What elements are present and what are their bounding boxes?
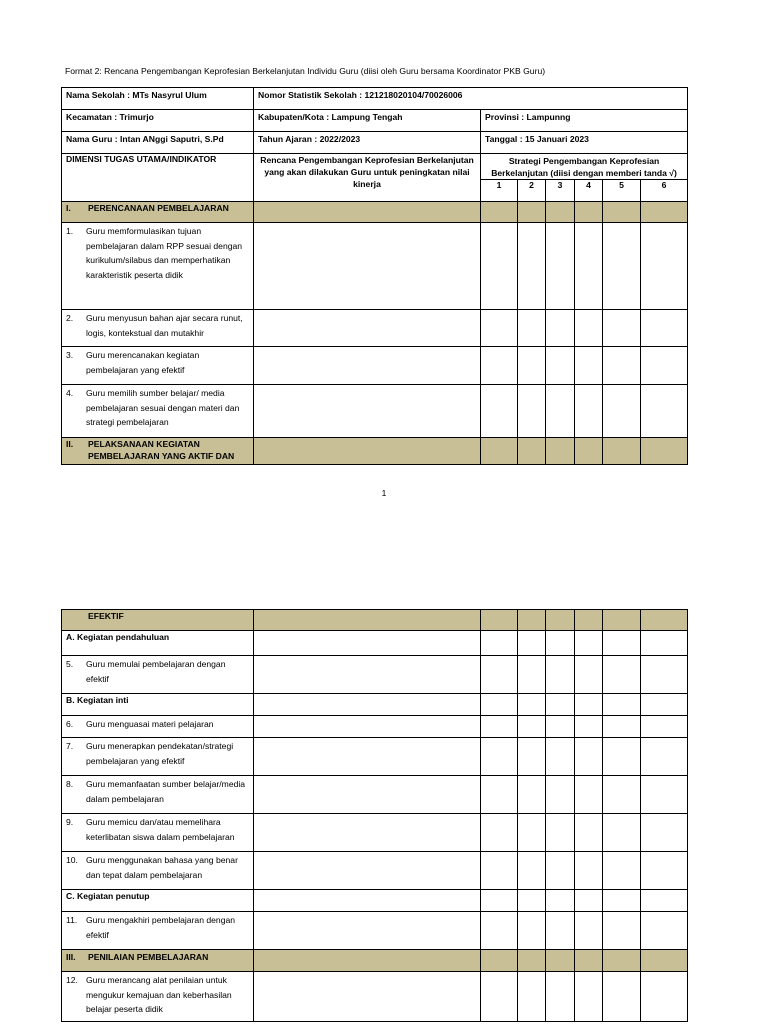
table-row: [62, 385, 688, 438]
section-heading: III. PENILAIAN PEMBELAJARAN: [62, 950, 254, 972]
indicator-cell: 9. Guru memicu dan/atau memelihara keterlibatan siswa dalam pembelajaran: [62, 814, 254, 852]
section-row: [62, 438, 688, 465]
table-row: [62, 852, 688, 890]
school-statistic-number: Nomor Statistik Sekolah : 121218020104/70026006: [254, 88, 688, 110]
subsection-row: [62, 631, 688, 656]
form-title: Format 2: Rencana Pengembangan Keprofesian Berkelanjutan Individu Guru (diisi oleh Guru bersama Koordinator PKB Guru): [65, 66, 546, 76]
table-row: [62, 972, 688, 1022]
subsection-heading: A. Kegiatan pendahuluan: [62, 631, 254, 656]
table-row: [62, 310, 688, 347]
province: Provinsi : Lampunng: [481, 110, 688, 132]
school-name: Nama Sekolah : MTs Nasyrul Ulum: [62, 88, 254, 110]
table-row: [62, 814, 688, 852]
section-row: [62, 950, 688, 972]
header-strategy: Strategi Pengembangan Keprofesian Berkelanjutan (diisi dengan memberi tanda √): [481, 154, 688, 180]
section-row: [62, 202, 688, 223]
subsection-heading: C. Kegiatan penutup: [62, 890, 254, 912]
header-col-5: 5: [603, 180, 641, 202]
pkb-form-table-page-1: [61, 87, 688, 465]
indicator-cell: 2. Guru menyusun bahan ajar secara runut, logis, kontekstual dan mutakhir: [62, 310, 254, 347]
section-heading: II. PELAKSANAAN KEGIATAN PEMBELAJARAN YANG AKTIF DAN: [62, 438, 254, 465]
section-heading: EFEKTIF: [62, 610, 254, 631]
pkb-form-table-page-2: [61, 609, 688, 1022]
indicator-cell: 4. Guru memilih sumber belajar/ media pembelajaran sesuai dengan materi dan strategi pembelajaran: [62, 385, 254, 438]
table-row: [62, 223, 688, 310]
header-col-2: 2: [518, 180, 546, 202]
header-col-4: 4: [575, 180, 603, 202]
indicator-cell: 6. Guru menguasai materi pelajaran: [62, 716, 254, 738]
academic-year: Tahun Ajaran : 2022/2023: [254, 132, 481, 154]
indicator-cell: 7. Guru menerapkan pendekatan/strategi pembelajaran yang efektif: [62, 738, 254, 776]
table-row: [62, 716, 688, 738]
section-row: [62, 610, 688, 631]
date: Tanggal : 15 Januari 2023: [481, 132, 688, 154]
header-plan: Rencana Pengembangan Keprofesian Berkelanjutan yang akan dilakukan Guru untuk peningkatan nilai kinerja: [254, 154, 481, 202]
table-row: [62, 776, 688, 814]
subsection-heading: B. Kegiatan inti: [62, 694, 254, 716]
indicator-cell: 11. Guru mengakhiri pembelajaran dengan efektif: [62, 912, 254, 950]
header-col-6: 6: [641, 180, 688, 202]
header-col-1: 1: [481, 180, 518, 202]
indicator-cell: 8. Guru memanfaatan sumber belajar/media dalam pembelajaran: [62, 776, 254, 814]
page-number: 1: [381, 488, 387, 498]
section-heading: I. PERENCANAAN PEMBELAJARAN: [62, 202, 254, 223]
header-col-3: 3: [546, 180, 575, 202]
indicator-cell: 5. Guru memulai pembelajaran dengan efektif: [62, 656, 254, 694]
indicator-cell: 1. Guru memformulasikan tujuan pembelajaran dalam RPP sesuai dengan kurikulum/silabus dan memperhatikan karakteristik peserta didik: [62, 223, 254, 310]
teacher-name: Nama Guru : Intan ANggi Saputri, S.Pd: [62, 132, 254, 154]
district: Kecamatan : Trimurjo: [62, 110, 254, 132]
indicator-cell: 12. Guru merancang alat penilaian untuk mengukur kemajuan dan keberhasilan belajar peserta didik: [62, 972, 254, 1022]
indicator-cell: 10. Guru menggunakan bahasa yang benar dan tepat dalam pembelajaran: [62, 852, 254, 890]
table-row: [62, 656, 688, 694]
table-row: [62, 347, 688, 385]
table-row: [62, 912, 688, 950]
subsection-row: [62, 890, 688, 912]
table-row: [62, 738, 688, 776]
indicator-cell: 3. Guru merencanakan kegiatan pembelajaran yang efektif: [62, 347, 254, 385]
header-dimension: DIMENSI TUGAS UTAMA/INDIKATOR: [62, 154, 254, 202]
subsection-row: [62, 694, 688, 716]
regency: Kabupaten/Kota : Lampung Tengah: [254, 110, 481, 132]
